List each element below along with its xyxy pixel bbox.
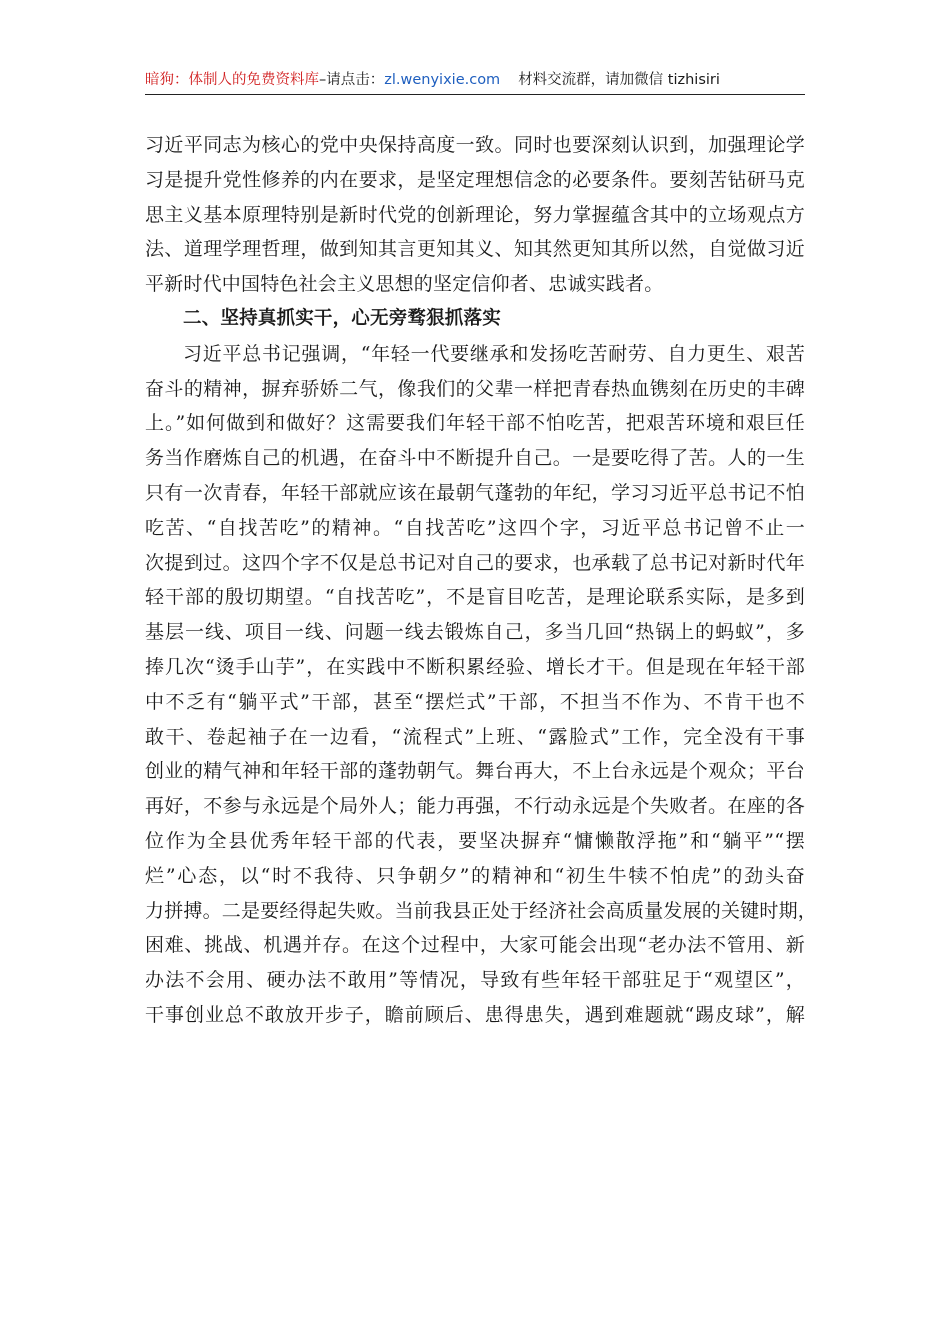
paragraph-line: 办法不会用、硬办法不敢用”等情况，导致有些年轻干部驻足于“观望区”， — [145, 969, 805, 992]
paragraph-line: 次提到过。这四个字不仅是总书记对自己的要求，也承载了总书记对新时代年 — [145, 551, 805, 574]
paragraph-line: 习近平同志为核心的党中央保持高度一致。同时也要深刻认识到，加强理论学 — [145, 134, 805, 156]
paragraph-line: 务当作磨炼自己的机遇，在奋斗中不断提升自己。一是要吃得了苦。人的一生 — [145, 447, 805, 470]
paragraph-line: 思主义基本原理特别是新时代党的创新理论，努力掌握蕴含其中的立场观点方 — [145, 203, 805, 226]
paragraph-line: 上。”如何做到和做好？这需要我们年轻干部不怕吃苦，把艰苦环境和艰巨任 — [145, 412, 805, 435]
header-wechat-note: 材料交流群，请加微信 tizhisiri — [518, 72, 720, 88]
paragraph-line: 烂”心态，以“时不我待、只争朝夕”的精神和“初生牛犊不怕虎”的劲头奋 — [145, 864, 805, 887]
page-header — [145, 66, 805, 95]
paragraph-line: 困难、挑战、机遇并存。在这个过程中，大家可能会出现“老办法不管用、新 — [145, 934, 805, 957]
paragraph-line: 敢干、卷起袖子在一边看，“流程式”上班、“露脸式”工作，完全没有干事 — [145, 725, 805, 748]
paragraph-line: 中不乏有“躺平式”干部，甚至“摆烂式”干部，不担当不作为、不肯干也不 — [145, 690, 805, 713]
paragraph-line: 干事创业总不敢放开步子，瞻前顾后、患得患失，遇到难题就“踢皮球”，解 — [145, 1003, 805, 1026]
paragraph-1 — [145, 128, 805, 302]
section-heading-text: 二、坚持真抓实干，心无旁骛狠抓落实 — [183, 307, 501, 329]
paragraph-line: 法、道理学理哲理，做到知其言更知其义、知其然更知其所以然，自觉做习近 — [145, 238, 805, 261]
paragraph-line: 创业的精气神和年轻干部的蓬勃朝气。舞台再大，不上台永远是个观众；平台 — [145, 760, 805, 783]
document-body — [145, 128, 818, 1033]
paragraph-line: 平新时代中国特色社会主义思想的坚定信仰者、忠诚实践者。 — [145, 273, 664, 296]
paragraph-line: 习是提升党性修养的内在要求，是坚定理想信念的必要条件。要刻苦钻研马克 — [145, 168, 805, 191]
paragraph-line: 习近平总书记强调，“年轻一代要继承和发扬吃苦耐劳、自力更生、艰苦 — [183, 342, 805, 365]
paragraph-line: 位作为全县优秀年轻干部的代表，要坚决摒弃“慵懒散浮拖”和“躺平”“摆 — [145, 829, 805, 852]
paragraph-line: 再好，不参与永远是个局外人；能力再强，不行动永远是个失败者。在座的各 — [145, 795, 805, 818]
header-url-link[interactable]: zl.wenyixie.com — [384, 72, 501, 88]
paragraph-line: 捧几次“烫手山芋”，在实践中不断积累经验、增长才干。但是现在年轻干部 — [145, 655, 805, 678]
paragraph-2 — [145, 337, 818, 1033]
paragraph-line: 吃苦、“自找苦吃”的精神。“自找苦吃”这四个字，习近平总书记曾不止一 — [145, 516, 805, 539]
paragraph-line: 轻干部的殷切期望。“自找苦吃”，不是盲目吃苦，是理论联系实际，是多到 — [145, 586, 805, 609]
paragraph-line: 只有一次青春，年轻干部就应该在最朝气蓬勃的年纪，学习习近平总书记不怕 — [145, 481, 805, 504]
paragraph-line: 奋斗的精神，摒弃骄娇二气，像我们的父辈一样把青春热血镌刻在历史的丰碑 — [145, 377, 805, 400]
header-prompt: –请点击： — [319, 72, 385, 88]
paragraph-line: 基层一线、项目一线、问题一线去锻炼自己，多当几回“热锅上的蚂蚁”，多 — [145, 621, 805, 644]
header-site-name: 暗狗：体制人的免费资料库 — [145, 72, 319, 88]
section-heading — [145, 302, 805, 337]
paragraph-line: 力拼搏。二是要经得起失败。当前我县正处于经济社会高质量发展的关键时期， — [145, 899, 818, 922]
